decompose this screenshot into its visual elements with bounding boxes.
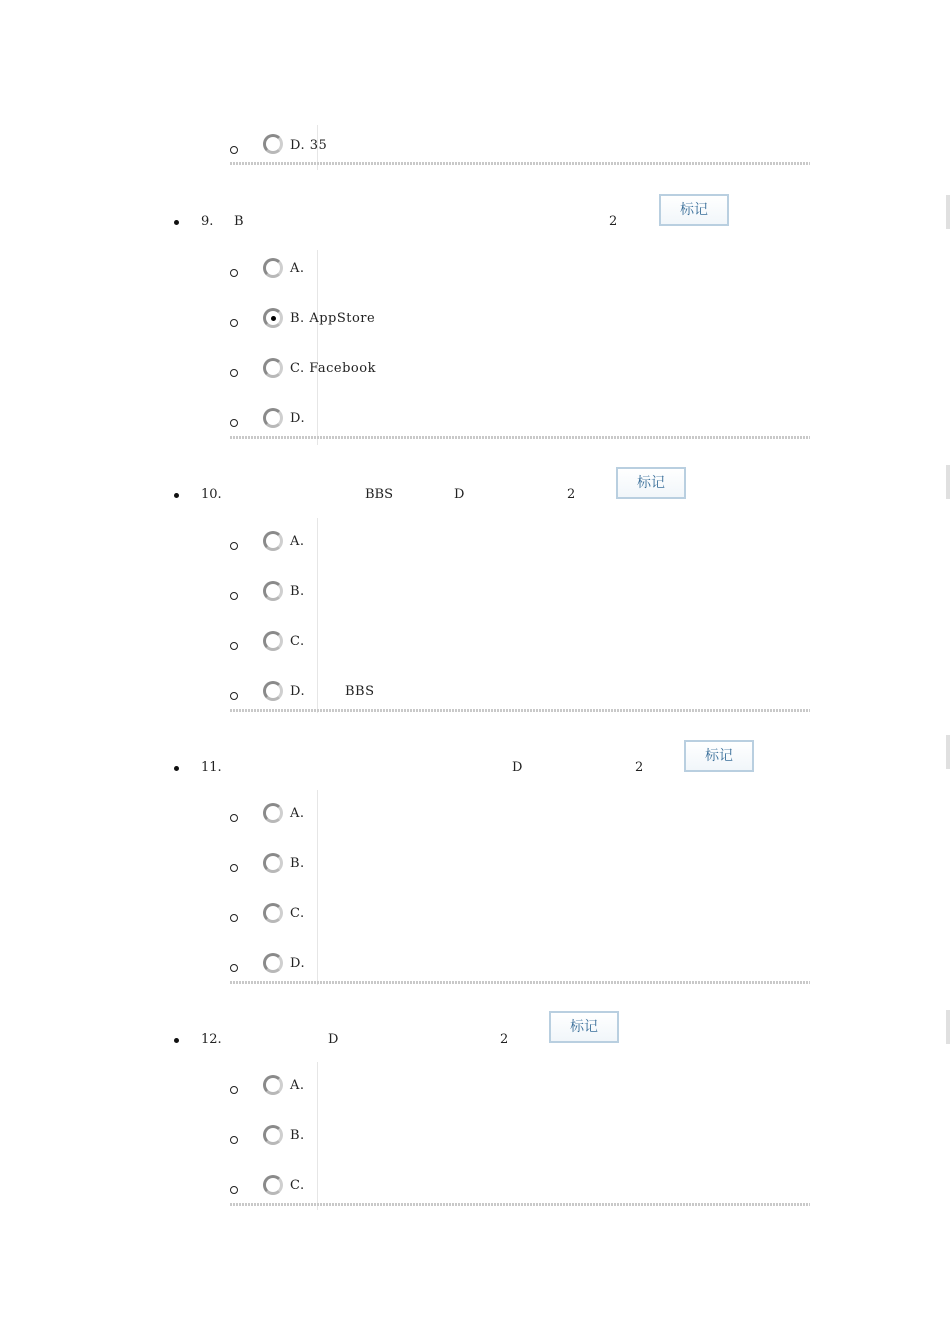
separator [230, 162, 810, 165]
option-a-label: A. [290, 534, 305, 549]
option-c-label: C. [290, 634, 305, 649]
radio-option-a[interactable] [263, 531, 283, 551]
option-d-label: D. [290, 956, 306, 971]
option-b-label: B. AppStore [290, 311, 376, 326]
question-text-part: D [328, 1032, 339, 1047]
radio-option-a[interactable] [263, 258, 283, 278]
option-bullet [230, 592, 238, 600]
question-number: 11. [201, 760, 222, 775]
option-bullet [230, 542, 238, 550]
mark-button[interactable]: 标记 [616, 467, 686, 499]
mark-button[interactable]: 标记 [549, 1011, 619, 1043]
radio-option-c[interactable] [263, 903, 283, 923]
question-bullet [174, 220, 179, 225]
question-bullet [174, 1038, 179, 1043]
scroll-edge [946, 465, 950, 499]
option-d-label: D. 35 [290, 138, 328, 153]
option-bullet [230, 1186, 238, 1194]
option-bullet [230, 1136, 238, 1144]
question-text-part: B [234, 214, 244, 229]
question-score: 2 [500, 1032, 509, 1047]
separator [230, 709, 810, 712]
radio-option-d[interactable] [263, 953, 283, 973]
option-a-label: A. [290, 806, 305, 821]
option-bullet [230, 369, 238, 377]
question-bullet [174, 766, 179, 771]
option-a-label: A. [290, 1078, 305, 1093]
radio-option-b[interactable] [263, 581, 283, 601]
radio-option-b[interactable] [263, 853, 283, 873]
radio-option-b[interactable] [263, 1125, 283, 1145]
radio-option-b-selected[interactable] [263, 308, 283, 328]
option-bullet [230, 964, 238, 972]
radio-option-c[interactable] [263, 631, 283, 651]
question-bullet [174, 493, 179, 498]
mark-button[interactable]: 标记 [659, 194, 729, 226]
separator [230, 1203, 810, 1206]
question-text-part: BBS [365, 487, 394, 502]
option-c-label: C. Facebook [290, 361, 376, 376]
option-b-label: B. [290, 1128, 305, 1143]
question-score: 2 [567, 487, 576, 502]
column-guide [317, 518, 318, 713]
column-guide [317, 250, 318, 445]
question-score: 2 [609, 214, 618, 229]
scroll-edge [946, 195, 950, 229]
option-b-label: B. [290, 584, 305, 599]
option-bullet [230, 1086, 238, 1094]
option-a-label: A. [290, 261, 305, 276]
option-b-label: B. [290, 856, 305, 871]
question-number: 12. [201, 1032, 222, 1047]
option-bullet [230, 319, 238, 327]
option-c-label: C. [290, 906, 305, 921]
radio-option-d[interactable] [263, 134, 283, 154]
column-guide [317, 790, 318, 985]
option-d-label: D. [290, 684, 306, 699]
option-bullet [230, 914, 238, 922]
separator [230, 436, 810, 439]
radio-option-d[interactable] [263, 408, 283, 428]
column-guide [317, 1062, 318, 1210]
option-bullet [230, 864, 238, 872]
radio-option-a[interactable] [263, 1075, 283, 1095]
question-score: 2 [635, 760, 644, 775]
radio-option-c[interactable] [263, 358, 283, 378]
option-bullet [230, 419, 238, 427]
option-bullet [230, 269, 238, 277]
radio-option-c[interactable] [263, 1175, 283, 1195]
question-text-part: D [512, 760, 523, 775]
mark-button[interactable]: 标记 [684, 740, 754, 772]
scroll-edge [946, 735, 950, 769]
question-text-part: D [454, 487, 465, 502]
option-bullet [230, 814, 238, 822]
option-c-label: C. [290, 1178, 305, 1193]
option-d-text: BBS [345, 684, 375, 699]
radio-option-d[interactable] [263, 681, 283, 701]
option-d-label: D. [290, 411, 306, 426]
option-bullet [230, 642, 238, 650]
separator [230, 981, 810, 984]
scroll-edge [946, 1010, 950, 1044]
option-bullet [230, 146, 238, 154]
question-number: 10. [201, 487, 222, 502]
radio-option-a[interactable] [263, 803, 283, 823]
option-bullet [230, 692, 238, 700]
question-number: 9. [201, 214, 214, 229]
